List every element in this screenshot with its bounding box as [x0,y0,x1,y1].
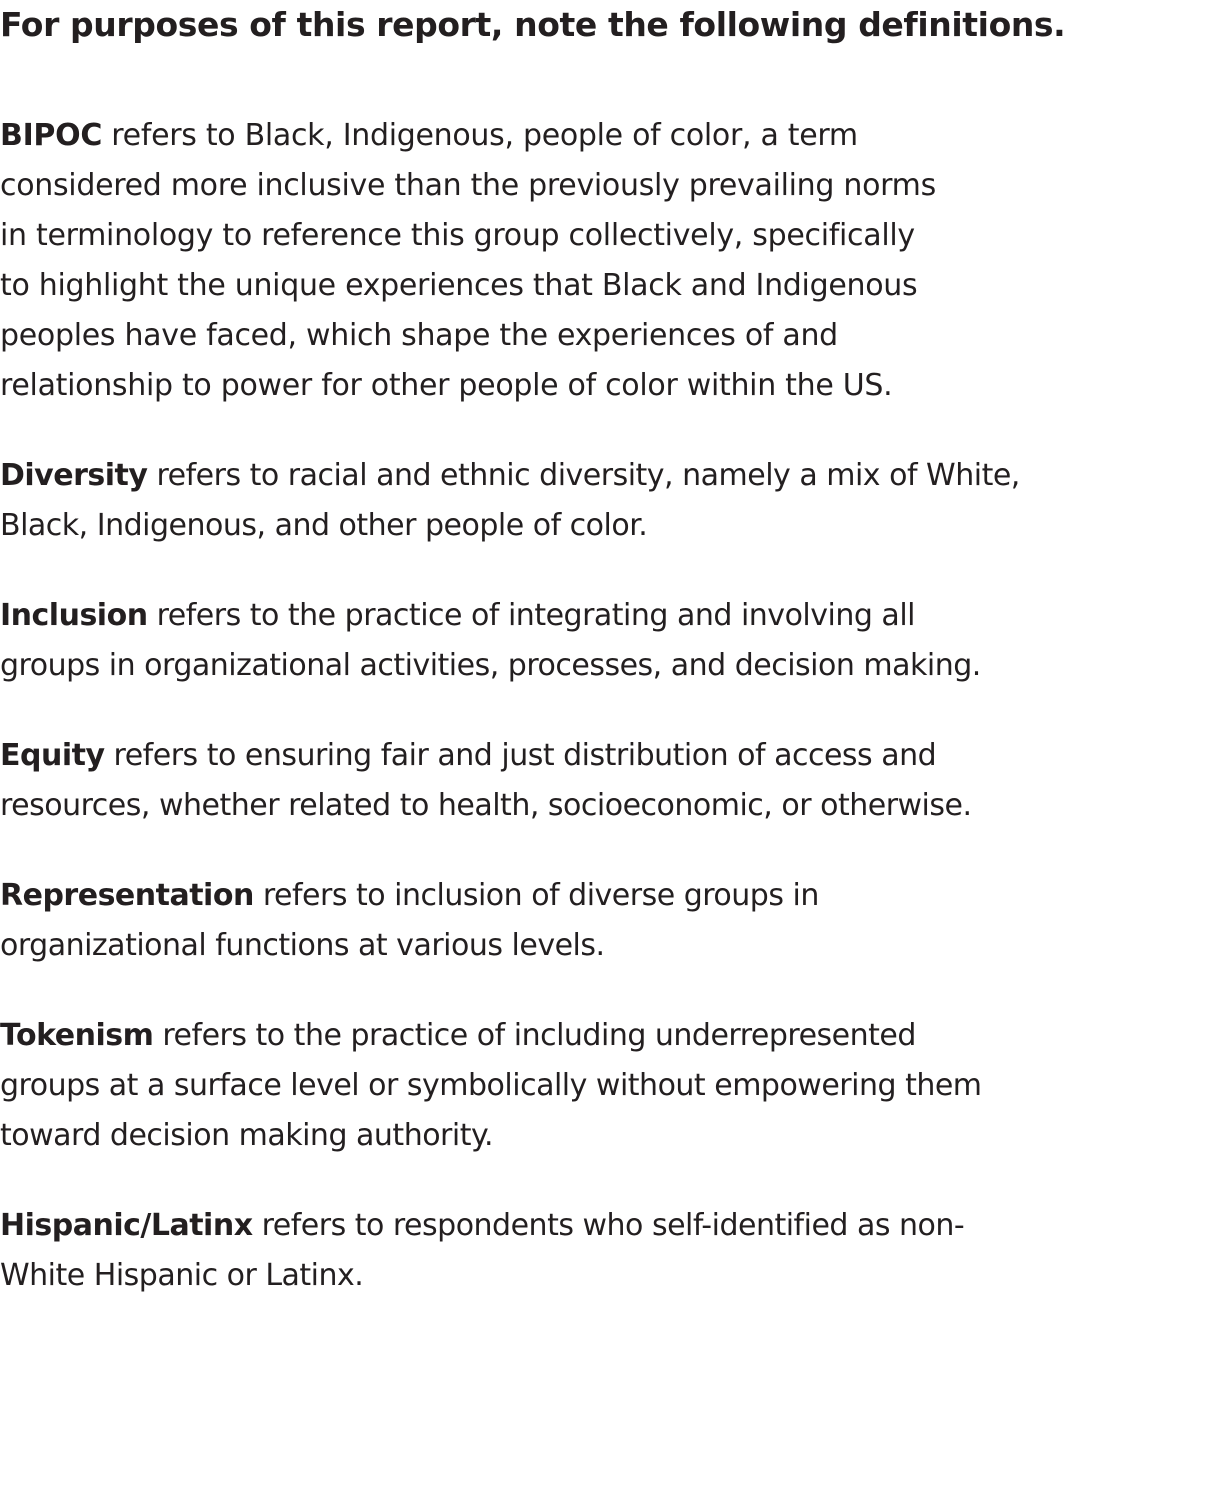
definition-equity [0,731,972,831]
definition-line: resources, whether related to health, socioeconomic, or otherwise. [0,788,972,823]
definition-line: in terminology to reference this group collectively, specifically [0,218,915,253]
definition-text: refers to ensuring fair and just distribution of access and [104,738,937,773]
definition-text: refers to racial and ethnic diversity, namely a mix of White, [147,458,1020,493]
definition-line [0,111,936,161]
definition-line: relationship to power for other people of color within the US. [0,368,893,403]
page-heading: For purposes of this report, note the following definitions. [0,5,1066,44]
definition-line [0,731,972,781]
definition-text: refers to Black, Indigenous, people of color, a term [102,118,858,153]
definition-line: to highlight the unique experiences that Black and Indigenous [0,268,918,303]
definition-line: Black, Indigenous, and other people of color. [0,508,648,543]
definition-line: considered more inclusive than the previously prevailing norms [0,168,936,203]
definition-text: refers to respondents who self-identified as non- [252,1208,965,1243]
definition-line: toward decision making authority. [0,1118,494,1153]
definition-line: organizational functions at various levels. [0,928,605,963]
definition-representation [0,871,819,971]
definition-diversity [0,451,1020,551]
definition-inclusion [0,591,981,691]
definition-text: refers to inclusion of diverse groups in [253,878,819,913]
definition-term: Equity [0,738,105,773]
definition-term: BIPOC [0,118,103,153]
definition-line [0,871,819,921]
definition-line: groups at a surface level or symbolically without empowering them [0,1068,982,1103]
definition-line: peoples have faced, which shape the experiences of and [0,318,838,353]
definition-bipoc [0,111,936,411]
definition-term: Hispanic/Latinx [0,1208,253,1243]
definition-tokenism [0,1011,982,1161]
definition-text: refers to the practice of including underrepresented [153,1018,916,1053]
definition-term: Representation [0,878,254,913]
definition-term: Diversity [0,458,148,493]
definition-term: Inclusion [0,598,148,633]
definition-line: groups in organizational activities, processes, and decision making. [0,648,981,683]
definition-hispanic-latinx [0,1201,964,1301]
definition-text: refers to the practice of integrating and involving all [147,598,915,633]
definition-line [0,1201,964,1251]
definition-line: White Hispanic or Latinx. [0,1258,364,1293]
definition-term: Tokenism [0,1018,154,1053]
definition-line [0,451,1020,501]
definition-line [0,591,981,641]
definition-line [0,1011,982,1061]
